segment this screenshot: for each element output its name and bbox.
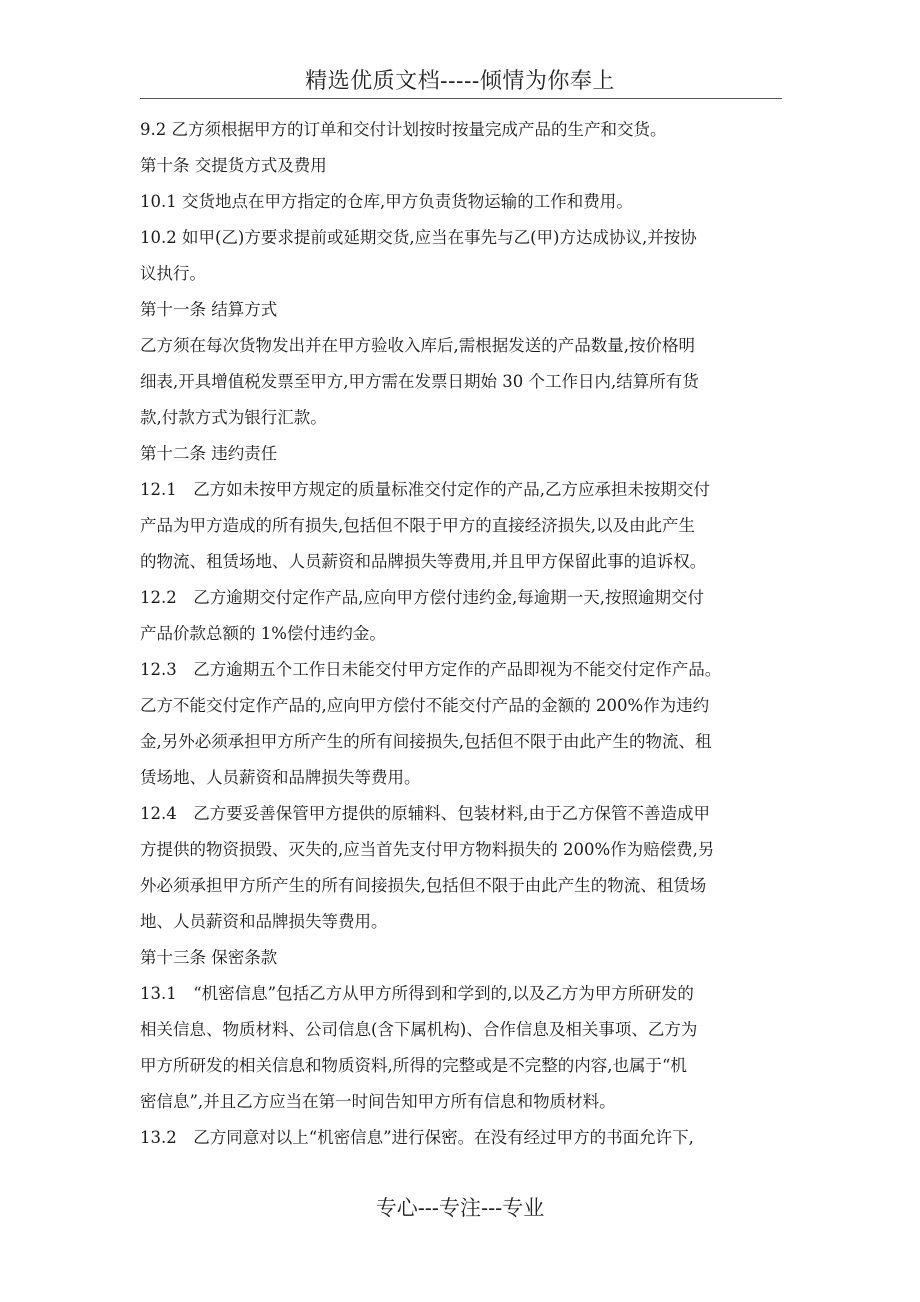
text-line: 外必须承担甲方所产生的所有间接损失,包括但不限于由此产生的物流、租赁场 [140, 876, 707, 895]
text-line: 12.3 乙方逾期五个工作日未能交付甲方定作的产品即视为不能交付定作产品。 [140, 660, 722, 679]
text-line: 乙方须在每次货物发出并在甲方验收入库后,需根据发送的产品数量,按价格明 [140, 336, 695, 355]
document-body [140, 112, 785, 1156]
text-line: 赁场地、人员薪资和品牌损失等费用。 [140, 768, 421, 787]
text-line: 甲方所研发的相关信息和物质资料,所得的完整或是不完整的内容,也属于“机 [140, 1056, 687, 1075]
text-line: 12.2 乙方逾期交付定作产品,应向甲方偿付违约金,每逾期一天,按照逾期交付 [140, 588, 704, 607]
text-line: 细表,开具增值税发票至甲方,甲方需在发票日期始 30 个工作日内,结算所有货 [140, 372, 699, 391]
text-line: 13.1 “机密信息”包括乙方从甲方所得到和学到的,以及乙方为甲方所研发的 [140, 984, 694, 1003]
section-heading: 第十一条 结算方式 [140, 300, 278, 319]
text-line: 产品为甲方造成的所有损失,包括但不限于甲方的直接经济损失,以及由此产生 [140, 516, 695, 535]
text-line: 相关信息、物质材料、公司信息(含下属机构)、合作信息及相关事项、乙方为 [140, 1020, 698, 1039]
section-heading: 第十二条 违约责任 [140, 444, 278, 463]
text-line: 款,付款方式为银行汇款。 [140, 408, 327, 427]
page-footer: 专心---专注---专业 [375, 1196, 545, 1220]
text-line: 12.1 乙方如未按甲方规定的质量标准交付定作的产品,乙方应承担未按期交付 [140, 480, 710, 499]
text-line: 的物流、租赁场地、人员薪资和品牌损失等费用,并且甲方保留此事的追诉权。 [140, 552, 707, 571]
header-divider [140, 98, 782, 99]
text-line: 12.4 乙方要妥善保管甲方提供的原辅料、包装材料,由于乙方保管不善造成甲 [140, 804, 710, 823]
text-line: 10.1 交货地点在甲方指定的仓库,甲方负责货物运输的工作和费用。 [140, 192, 633, 211]
text-line: 13.2 乙方同意对以上“机密信息”进行保密。在没有经过甲方的书面允许下, [140, 1128, 694, 1147]
text-line: 方提供的物资损毁、灭失的,应当首先支付甲方物料损失的 200%作为赔偿费,另 [140, 840, 715, 859]
text-line: 产品价款总额的 1%偿付违约金。 [140, 624, 386, 643]
section-heading: 第十条 交提货方式及费用 [140, 156, 327, 175]
text-line: 金,另外必须承担甲方所产生的所有间接损失,包括但不限于由此产生的物流、租 [140, 732, 712, 751]
text-line: 密信息”,并且乙方应当在第一时间告知甲方所有信息和物质材料。 [140, 1092, 616, 1111]
text-line: 议执行。 [140, 264, 206, 283]
section-heading: 第十三条 保密条款 [140, 948, 278, 967]
text-line: 10.2 如甲(乙)方要求提前或延期交货,应当在事先与乙(甲)方达成协议,并按协 [140, 228, 697, 247]
text-line: 地、人员薪资和品牌损失等费用。 [140, 912, 388, 931]
text-line: 乙方不能交付定作产品的,应向甲方偿付不能交付产品的金额的 200%作为违约 [140, 696, 710, 715]
text-line: 9.2 乙方须根据甲方的订单和交付计划按时按量完成产品的生产和交货。 [140, 120, 667, 139]
page-header: 精选优质文档-----倾情为你奉上 [305, 69, 615, 94]
